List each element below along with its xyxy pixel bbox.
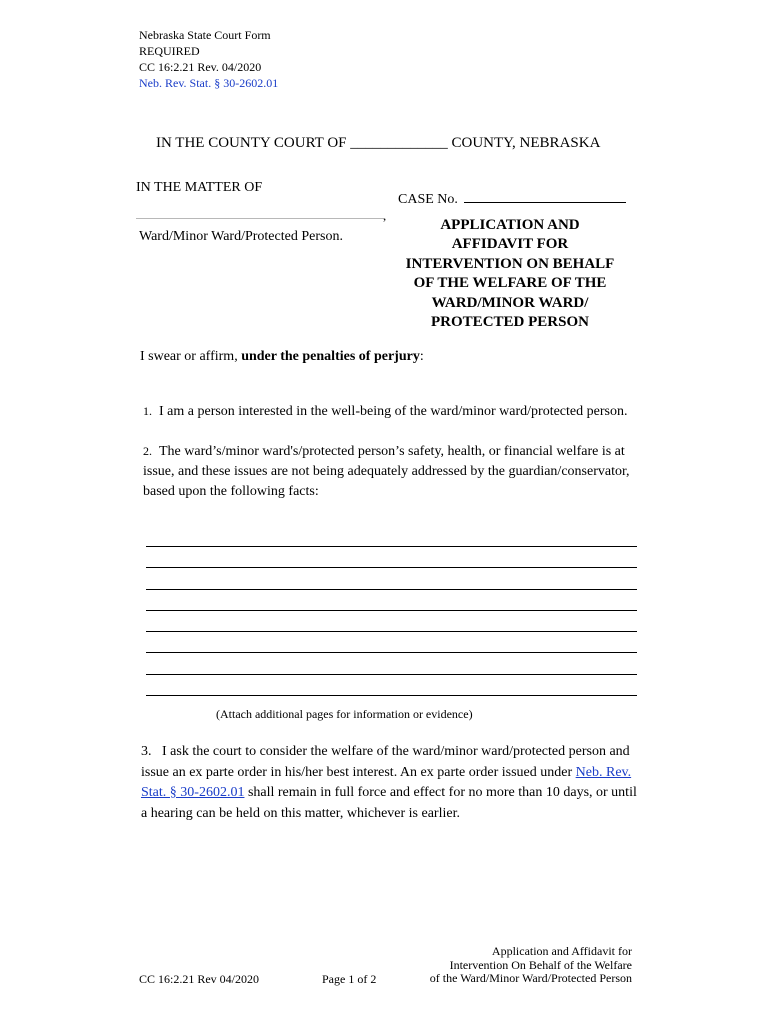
facts-line[interactable] bbox=[146, 674, 637, 675]
case-number-blank[interactable] bbox=[464, 201, 626, 203]
title-line: APPLICATION AND bbox=[440, 217, 580, 233]
footer-title-line: Application and Affidavit for bbox=[491, 944, 632, 958]
facts-line[interactable] bbox=[146, 567, 637, 568]
paragraph-3-number: 3. bbox=[141, 744, 152, 759]
title-line: PROTECTED PERSON bbox=[431, 314, 589, 331]
case-number-label: CASE No. bbox=[398, 192, 458, 207]
paragraph-2-number: 2. bbox=[143, 444, 152, 458]
facts-lines bbox=[146, 546, 637, 716]
footer-form-id: CC 16:2.21 Rev 04/2020 bbox=[139, 972, 260, 986]
court-caption: IN THE COUNTY COURT OF _____________ COUNTY, NEBRASKA bbox=[156, 135, 601, 151]
paragraph-3-text-after: shall remain in full force and effect for no more than 10 days, or until a hearing can be held on this matter, whichever is earlier. bbox=[141, 785, 637, 821]
title-line: INTERVENTION ON BEHALF bbox=[405, 255, 615, 272]
form-revision-label: CC 16:2.21 Rev. 04/2020 bbox=[139, 60, 262, 74]
paragraph-2-text: The ward’s/minor ward's/protected person’s safety, health, or financial welfare is at issue, and these issues are not being adequately addressed by the guardian/conservator, based upon the following facts: bbox=[143, 444, 630, 499]
footer-title bbox=[398, 945, 632, 986]
paragraph-1 bbox=[143, 401, 633, 422]
oath-prefix: I swear or affirm, bbox=[140, 349, 242, 364]
paragraph-2 bbox=[143, 441, 633, 502]
facts-line[interactable] bbox=[146, 695, 637, 696]
paragraph-3 bbox=[141, 742, 641, 824]
title-line: AFFIDAVIT FOR bbox=[451, 236, 569, 253]
attach-note: (Attach additional pages for information or evidence) bbox=[216, 707, 473, 721]
oath-bold: under the penalties of perjury bbox=[241, 349, 420, 364]
oath-statement bbox=[140, 349, 424, 365]
document-title bbox=[392, 216, 628, 332]
facts-line[interactable] bbox=[146, 589, 637, 590]
matter-of-label: IN THE MATTER OF bbox=[136, 180, 263, 195]
case-number-field bbox=[398, 192, 626, 208]
facts-line[interactable] bbox=[146, 652, 637, 653]
statute-link[interactable]: Neb. Rev. Stat. § 30-2602.01 bbox=[139, 76, 279, 90]
paragraph-1-number: 1. bbox=[143, 404, 152, 418]
ward-name-blank[interactable] bbox=[136, 217, 384, 219]
footer-title-line: of the Ward/Minor Ward/Protected Person bbox=[429, 971, 632, 985]
paragraph-3-statute-link[interactable]: Neb. Rev. Stat. § 30-2602.01 bbox=[141, 764, 632, 800]
oath-suffix: : bbox=[419, 349, 424, 364]
form-header bbox=[139, 27, 278, 91]
paragraph-3-text-before: I ask the court to consider the welfare of the ward/minor ward/protected person and issue an ex parte order in his/her best interest. An ex parte order issued under bbox=[141, 744, 630, 780]
ward-comma: , bbox=[383, 208, 387, 223]
title-line: WARD/MINOR WARD/ bbox=[431, 294, 589, 311]
facts-line[interactable] bbox=[146, 546, 637, 547]
facts-line[interactable] bbox=[146, 610, 637, 611]
ward-label: Ward/Minor Ward/Protected Person. bbox=[139, 229, 343, 244]
title-line: OF THE WELFARE OF THE bbox=[413, 275, 607, 292]
paragraph-1-text: I am a person interested in the well-being of the ward/minor ward/protected person. bbox=[159, 404, 628, 419]
footer-page-number: Page 1 of 2 bbox=[322, 972, 377, 986]
facts-line[interactable] bbox=[146, 631, 637, 632]
footer-title-line: Intervention On Behalf of the Welfare bbox=[449, 957, 632, 972]
form-state-label: Nebraska State Court Form bbox=[139, 28, 271, 42]
form-required-label: REQUIRED bbox=[139, 44, 200, 58]
